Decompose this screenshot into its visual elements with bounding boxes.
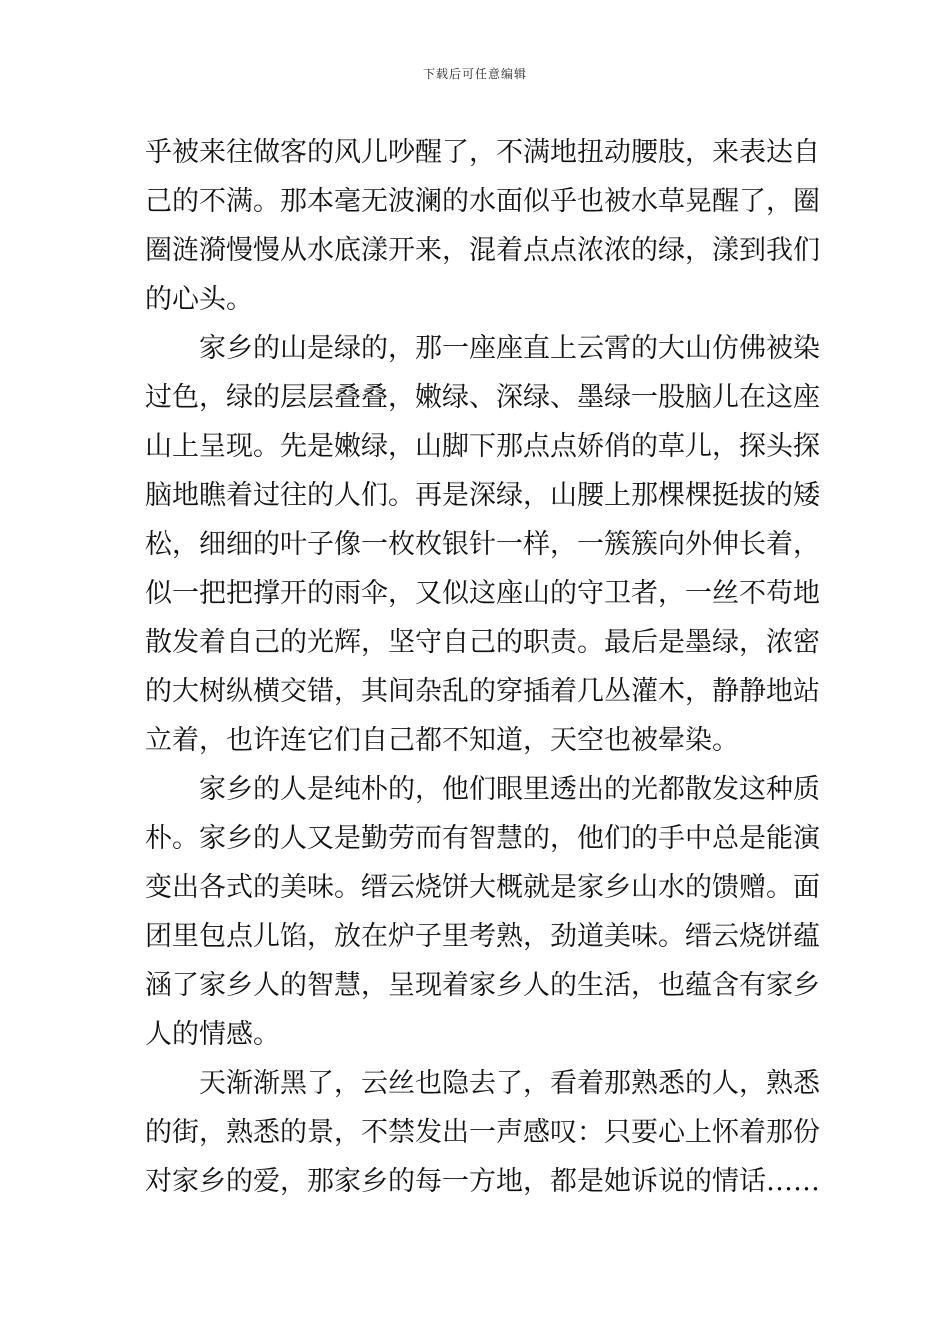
text-line: 乎被来往做客的风儿吵醒了，不满地扭动腰肢，来表达自 (145, 137, 820, 168)
text-line: 家乡的人是纯朴的，他们眼里透出的光都散发这种质 (145, 774, 820, 805)
text-line: 圈涟漪慢慢从水底漾开来，混着点点浓浓的绿，漾到我们 (145, 235, 820, 266)
paragraph-4 (145, 1059, 820, 1206)
text-line: 的大树纵横交错，其间杂乱的穿插着几丛灌木，静静地站 (145, 676, 820, 707)
text-line: 朴。家乡的人又是勤劳而有智慧的，他们的手中总是能演 (145, 823, 820, 854)
text-line: 脑地瞧着过往的人们。再是深绿，山腰上那棵棵挺拔的矮 (145, 480, 820, 511)
text-line: 松，细细的叶子像一枚枚银针一样，一簇簇向外伸长着， (145, 529, 820, 560)
text-line: 散发着自己的光辉，坚守自己的职责。最后是墨绿，浓密 (145, 627, 820, 658)
text-line: 对家乡的爱，那家乡的每一方地，都是她诉说的情话…… (145, 1166, 820, 1197)
text-line: 团里包点儿馅，放在炉子里考熟，劲道美味。缙云烧饼蕴 (145, 921, 820, 952)
page-header: 下载后可任意编辑 (422, 67, 527, 81)
document-body (145, 128, 820, 1206)
text-line: 过色，绿的层层叠叠，嫩绿、深绿、墨绿一股脑儿在这座 (145, 382, 820, 413)
text-line: 天渐渐黑了，云丝也隐去了，看着那熟悉的人，熟悉 (145, 1068, 820, 1099)
text-line: 涵了家乡人的智慧，呈现着家乡人的生活，也蕴含有家乡 (145, 970, 820, 1001)
text-line: 家乡的山是绿的，那一座座直上云霄的大山仿佛被染 (145, 333, 820, 364)
paragraph-2 (145, 324, 820, 765)
paragraph-1 (145, 128, 820, 324)
paragraph-3 (145, 765, 820, 1059)
text-line: 己的不满。那本毫无波澜的水面似乎也被水草晃醒了，圈 (145, 186, 820, 217)
text-line: 人的情感。 (145, 1019, 280, 1050)
text-line: 变出各式的美味。缙云烧饼大概就是家乡山水的馈赠。面 (145, 872, 820, 903)
text-line: 山上呈现。先是嫩绿，山脚下那点点娇俏的草儿，探头探 (145, 431, 820, 462)
text-line: 立着，也许连它们自己都不知道，天空也被晕染。 (145, 725, 739, 756)
text-line: 的街，熟悉的景，不禁发出一声感叹：只要心上怀着那份 (145, 1117, 820, 1148)
text-line: 的心头。 (145, 284, 253, 315)
text-line: 似一把把撑开的雨伞，又似这座山的守卫者，一丝不苟地 (145, 578, 820, 609)
